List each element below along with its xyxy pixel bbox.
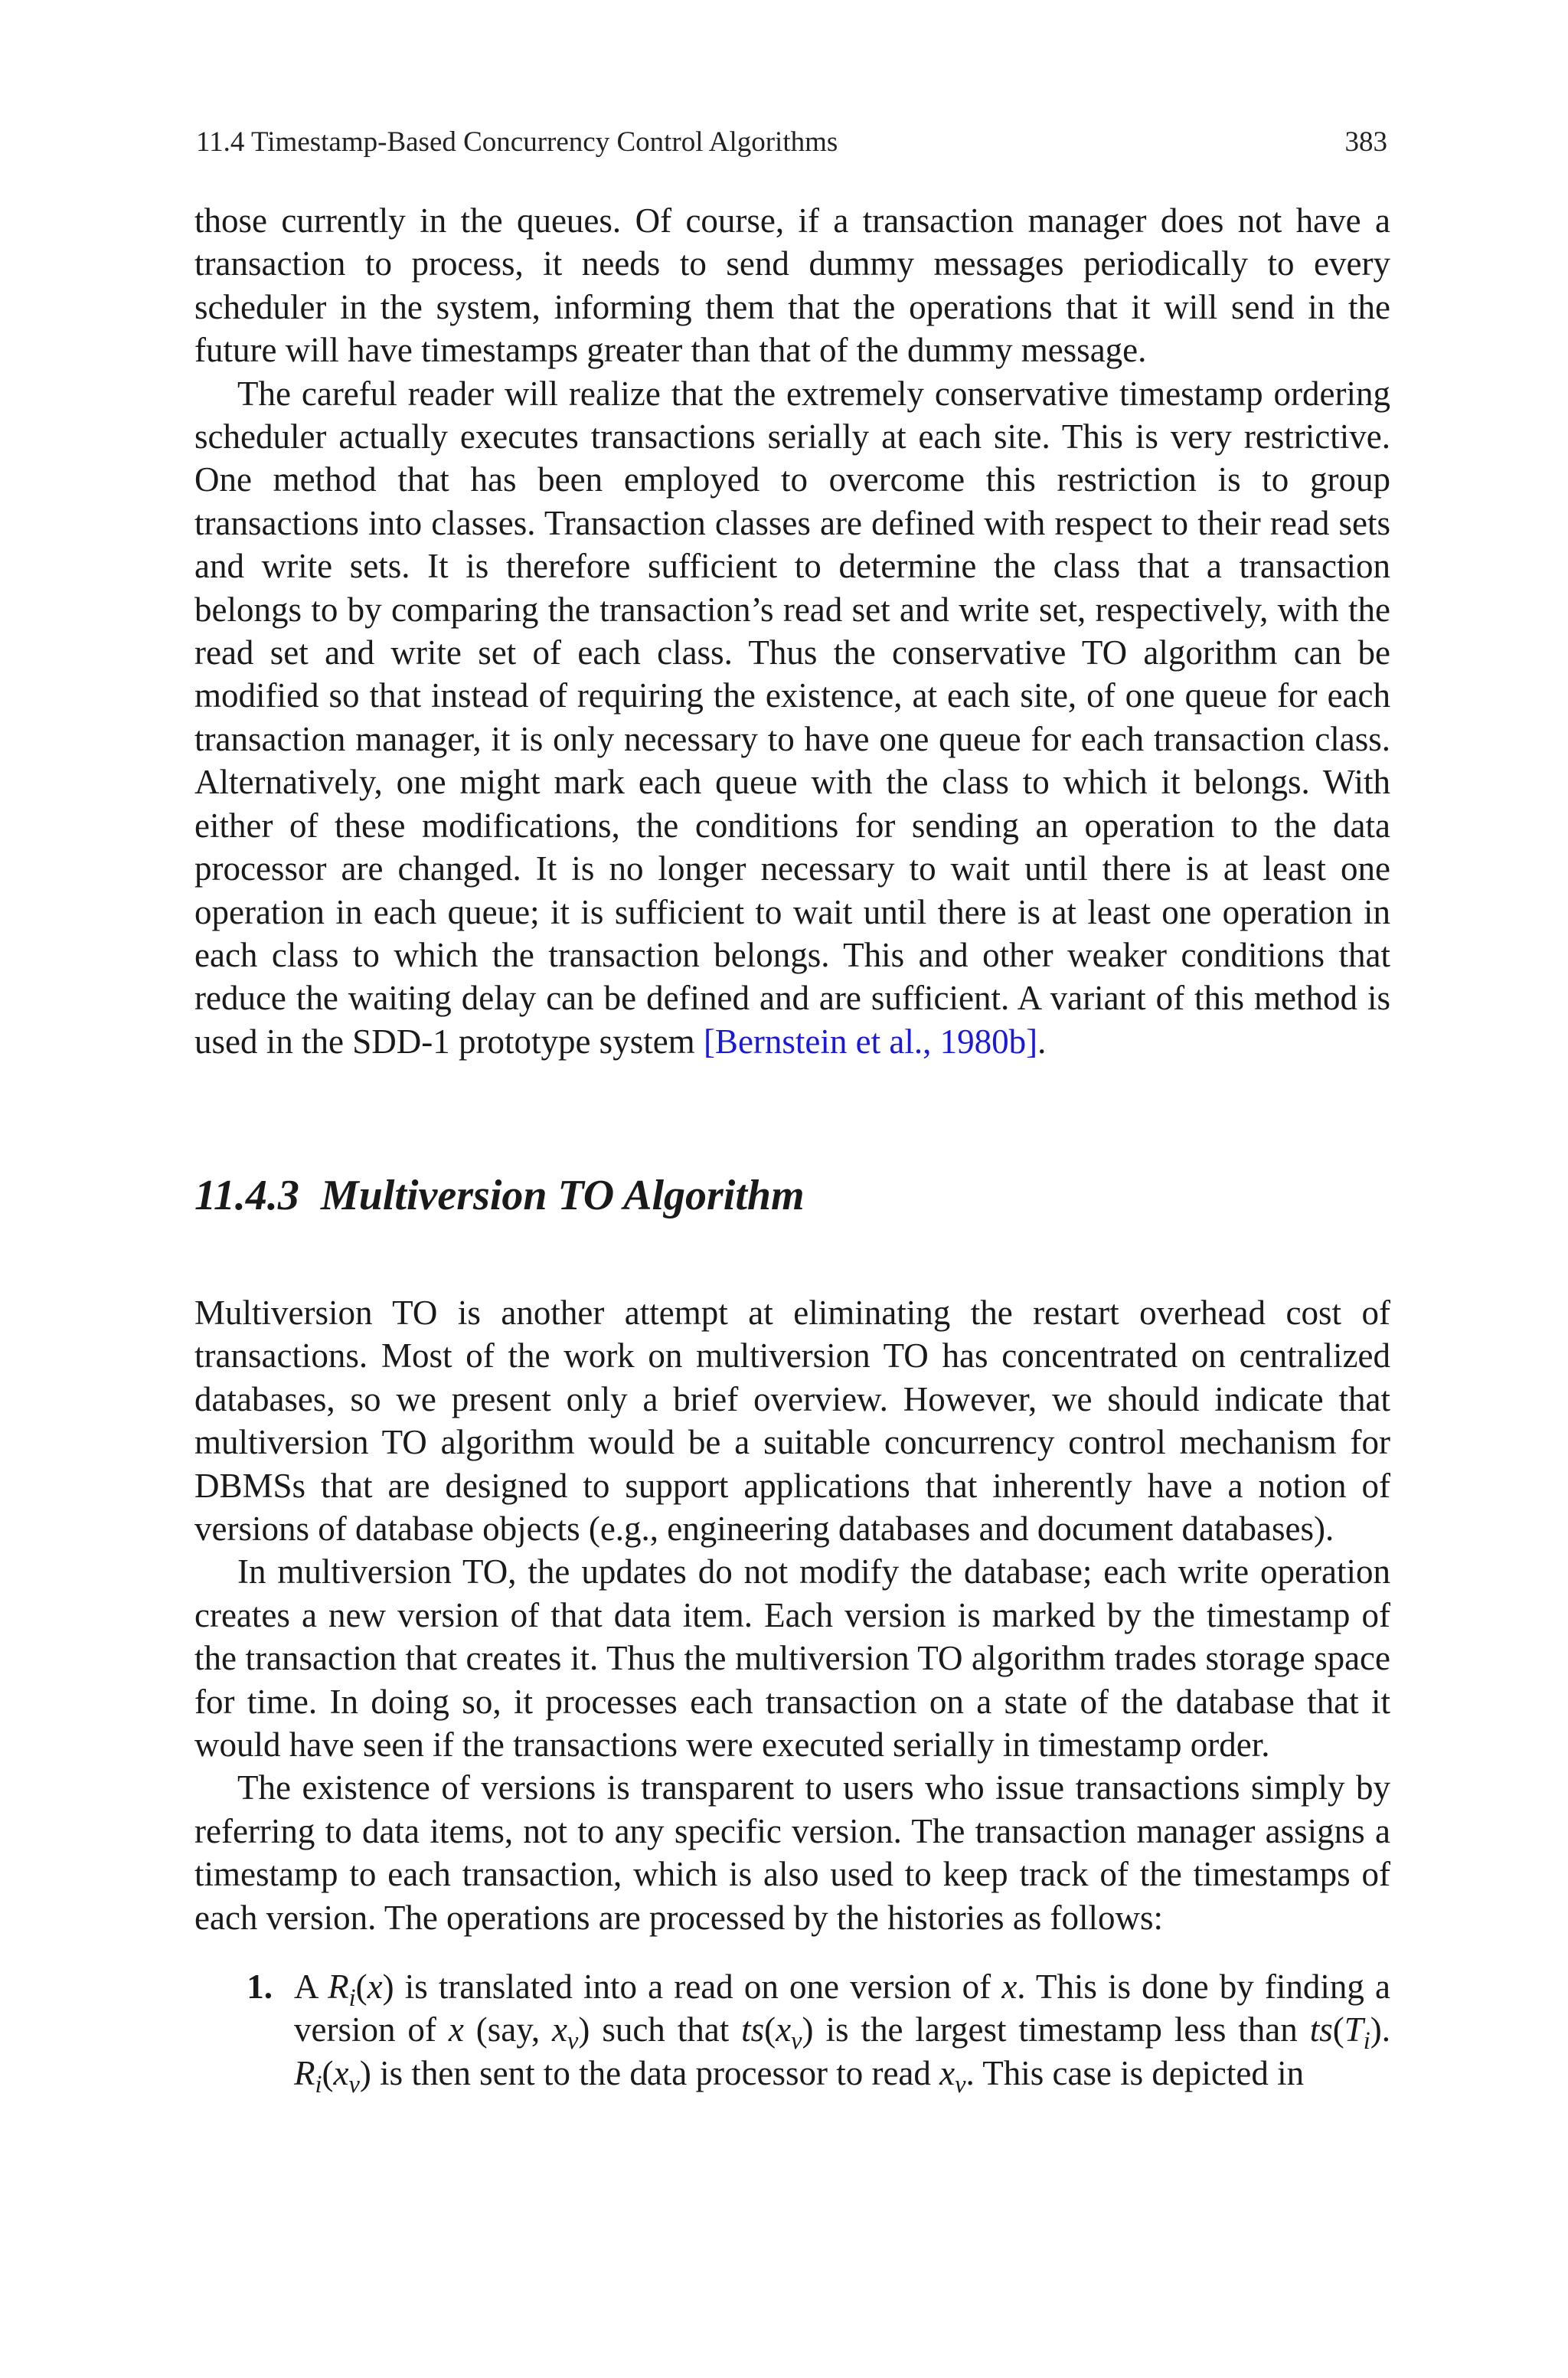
list-item-number: 1. — [247, 1967, 273, 2006]
body-text-top — [194, 199, 1390, 1063]
list-item — [194, 1965, 1391, 2098]
running-head — [196, 126, 1387, 164]
body-text-section — [194, 1291, 1390, 1939]
paragraph-versions-transparent: The existence of versions is transparent to users who issue transactions simply by referring to data items, not to any specific version. The transaction manager assigns a timestamp to each transaction, which is also used to keep track of the timestamps of each version. The operations are processed by the histories as follows: — [194, 1768, 1390, 1937]
paragraph-conservative-to — [194, 372, 1390, 1064]
list-item-body: A $R_i(x)$ is translated into a read on one version of x. This is done by finding a version of x (say, $x_v$) such that $ts(x_v)$ is the largest timestamp less than $ts(T_i)$. $R_i(x_v)$ is then sent to the data processor to read $x_v$. This case is depicted in — [294, 1967, 1391, 2098]
section-heading — [194, 1169, 805, 1222]
paragraph-continued: those currently in the queues. Of course, if a transaction manager does not have a transaction to process, it needs to send dummy messages periodically to every scheduler in the system, informing them that the operations that it will send in the future will have timestamps greater than that of the dummy message. — [194, 201, 1390, 370]
paragraph-end: . — [1037, 1022, 1047, 1061]
math-ri-x: $R_i$ — [328, 1967, 356, 2012]
running-head-title: 11.4 Timestamp-Based Concurrency Control Algorithms — [196, 126, 838, 158]
section-number: 11.4.3 — [194, 1172, 299, 1219]
paragraph-text: The careful reader will realize that the extremely conservative timestamp ordering scheduler actually executes transactions serially at each site. This is very restrictive. One method that has been employed to overcome this restriction is to group transactions into classes. Transaction classes are defined with respect to their read sets and write sets. It is therefore sufficient to determine the class that a transaction belongs to by comparing the transaction’s read set and write set, respectively, with the read set and write set of each class. Thus the conservative TO algorithm can be modified so that instead of requiring the existence, at each site, of one queue for each transaction manager, it is only necessary to have one queue for each transaction class. Alternatively, one might mark each queue with the class to which it belongs. With either of these modifications, the conditions for sending an operation to the data processor are changed. It is no longer necessary to wait until there is at least one operation in each queue; it is sufficient to wait until there is at least one operation in each class to which the transaction belongs. This and other weaker conditions that reduce the waiting delay can be defined and are sufficient. A variant of this method is used in the SDD-1 prototype system — [194, 374, 1390, 1061]
section-title: Multiversion TO Algorithm — [320, 1172, 805, 1219]
page-number: 383 — [1344, 126, 1387, 158]
operation-list — [194, 1965, 1391, 2098]
paragraph-multiversion-intro: Multiversion TO is another attempt at eliminating the restart overhead cost of transactions. Most of the work on multiversion TO has concentrated on centralized databases, so we present only a brief overview. However, we should indicate that multiversion TO algorithm would be a suitable concurrency control mechanism for DBMSs that are designed to support applications that inherently have a notion of versions of database objects (e.g., engineering databases and document databases). — [194, 1294, 1390, 1549]
citation-link-bernstein-1980b[interactable]: [Bernstein et al., 1980b] — [703, 1022, 1038, 1061]
paragraph-multiversion-updates: In multiversion TO, the updates do not modify the database; each write operation creates a new version of that data item. Each version is marked by the timestamp of the transaction that creates it. Thus the multiversion TO algorithm trades storage space for time. In doing so, it processes each transaction on a state of the database that it would have seen if the transactions were executed serially in timestamp order. — [194, 1552, 1390, 1765]
